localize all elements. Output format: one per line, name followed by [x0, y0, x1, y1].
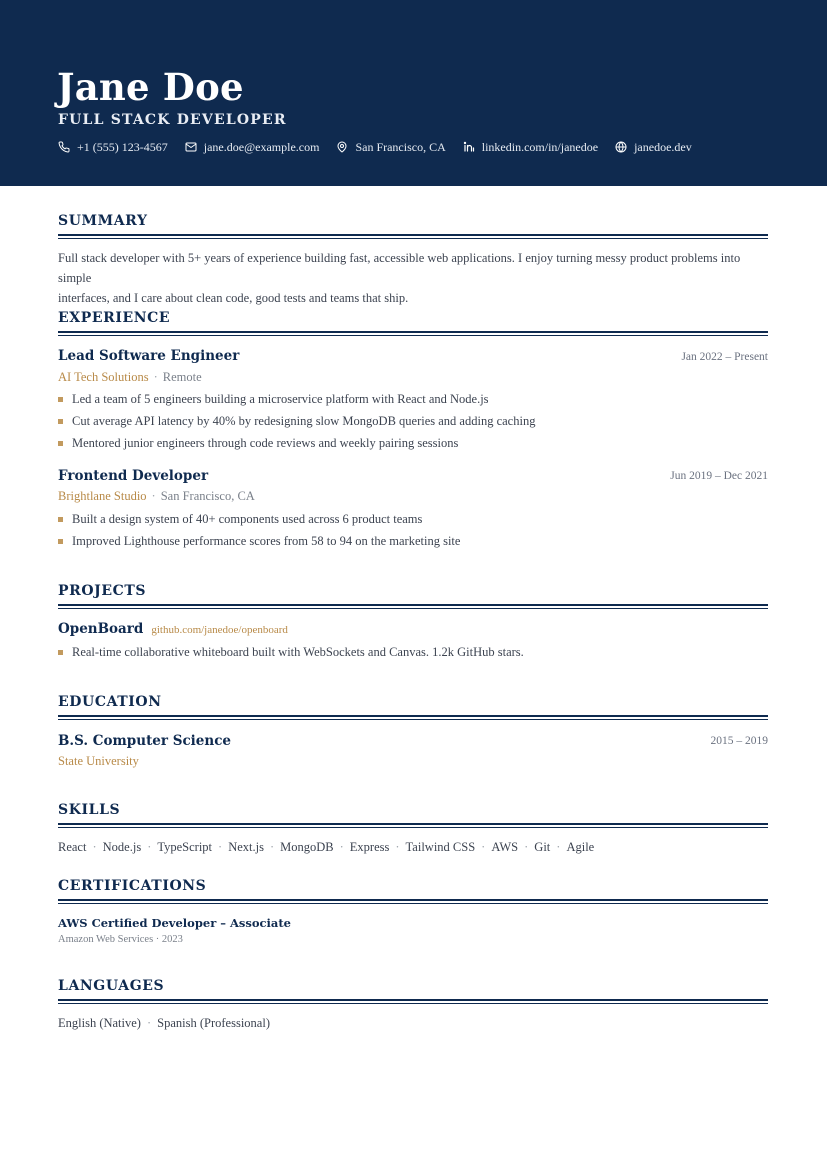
phone-icon: [58, 141, 70, 153]
list-separator: ·: [146, 1016, 152, 1030]
bullet-text: Built a design system of 40+ components used across 6 product teams: [72, 512, 423, 526]
bullet-marker: [58, 397, 63, 402]
list-separator: ·: [556, 840, 561, 854]
experience-divider: [58, 331, 768, 336]
bullet-text: Mentored junior engineers through code reviews and weekly pairing sessions: [72, 436, 459, 450]
job-title: Lead Software Engineer: [58, 348, 240, 364]
projects-heading: PROJECTS: [58, 583, 147, 599]
school-name: State University: [58, 754, 139, 768]
list-item: [58, 391, 489, 407]
meta-separator: ·: [153, 370, 158, 384]
list-separator: ·: [218, 840, 223, 854]
bullet-text: Cut average API latency by 40% by redesigning slow MongoDB queries and adding caching: [72, 414, 536, 428]
language-item: Spanish (Professional): [157, 1016, 270, 1030]
mail-icon: [185, 141, 197, 153]
summary-heading: SUMMARY: [58, 213, 148, 229]
contact-bar: [58, 138, 709, 156]
skill-item: Express: [349, 840, 390, 854]
job-dates: Jan 2022 – Present: [681, 351, 768, 363]
education-meta: [58, 753, 139, 769]
list-separator: ·: [524, 840, 529, 854]
list-item: [58, 533, 460, 549]
contact-phone-text: +1 (555) 123-4567: [77, 139, 168, 154]
list-item: [58, 413, 535, 429]
bullet-marker: [58, 441, 63, 446]
skills-list: [58, 839, 594, 855]
certification-name: AWS Certified Developer – Associate: [58, 916, 291, 930]
projects-divider: [58, 604, 768, 609]
summary-line: interfaces, and I care about clean code, good tests and teams that ship.: [58, 291, 409, 305]
summary-divider: [58, 234, 768, 239]
skill-item: Agile: [566, 840, 595, 854]
list-separator: ·: [147, 840, 152, 854]
skills-heading: SKILLS: [58, 802, 121, 818]
list-item: [58, 644, 524, 660]
skill-item: Node.js: [102, 840, 142, 854]
company-name: AI Tech Solutions: [58, 370, 149, 384]
bullet-text: Improved Lighthouse performance scores from 58 to 94 on the marketing site: [72, 534, 461, 548]
company-name: Brightlane Studio: [58, 489, 147, 503]
job-location: San Francisco, CA: [160, 489, 255, 503]
list-separator: ·: [339, 840, 344, 854]
education-heading: EDUCATION: [58, 694, 162, 710]
certification-meta: Amazon Web Services · 2023: [58, 934, 183, 945]
language-item: English (Native): [58, 1016, 141, 1030]
list-item: [58, 435, 458, 451]
bullet-marker: [58, 650, 63, 655]
languages-divider: [58, 999, 768, 1004]
contact-email[interactable]: [185, 140, 320, 155]
bullet-text: Real-time collaborative whiteboard built with WebSockets and Canvas. 1.2k GitHub stars.: [72, 645, 524, 659]
list-separator: ·: [481, 840, 486, 854]
summary-text: [58, 248, 770, 308]
contact-website[interactable]: [615, 140, 692, 155]
contact-website-text: janedoe.dev: [634, 139, 692, 154]
skill-item: AWS: [491, 840, 519, 854]
meta-separator: ·: [151, 489, 156, 503]
linkedin-icon: [463, 141, 475, 153]
project-name: OpenBoard: [58, 621, 144, 637]
bullet-marker: [58, 419, 63, 424]
contact-linkedin-text: linkedin.com/in/janedoe: [481, 139, 599, 154]
education-dates: 2015 – 2019: [710, 735, 768, 747]
skill-item: Next.js: [228, 840, 264, 854]
list-separator: ·: [92, 840, 97, 854]
contact-location: [336, 140, 445, 155]
candidate-name: Jane Doe: [57, 65, 244, 109]
skills-divider: [58, 823, 768, 828]
list-separator: ·: [395, 840, 400, 854]
project-link[interactable]: github.com/janedoe/openboard: [151, 624, 288, 636]
summary-line: Full stack developer with 5+ years of experience building fast, accessible web applications. I enjoy turning messy product problems into simple: [58, 251, 741, 285]
degree-name: B.S. Computer Science: [58, 733, 232, 749]
location-pin-icon: [336, 141, 348, 153]
project-header: [58, 621, 288, 637]
job-meta: [58, 369, 202, 385]
bullet-marker: [58, 517, 63, 522]
skill-item: Tailwind CSS: [405, 840, 476, 854]
education-divider: [58, 715, 768, 720]
globe-icon: [615, 141, 627, 153]
contact-phone[interactable]: [58, 140, 168, 155]
list-item: [58, 511, 422, 527]
skill-item: React: [58, 840, 87, 854]
certifications-heading: CERTIFICATIONS: [58, 878, 207, 894]
skill-item: Git: [534, 840, 551, 854]
skill-item: TypeScript: [157, 840, 213, 854]
contact-location-text: San Francisco, CA: [355, 139, 446, 154]
certifications-divider: [58, 899, 768, 904]
job-dates: Jun 2019 – Dec 2021: [670, 470, 768, 482]
resume-header: [0, 0, 827, 186]
bullet-marker: [58, 539, 63, 544]
list-separator: ·: [269, 840, 275, 854]
languages-heading: LANGUAGES: [58, 978, 165, 994]
job-meta: [58, 488, 255, 504]
experience-heading: EXPERIENCE: [58, 310, 171, 326]
candidate-role: FULL STACK DEVELOPER: [58, 112, 287, 128]
languages-list: [58, 1015, 270, 1031]
bullet-text: Led a team of 5 engineers building a microservice platform with React and Node.js: [72, 392, 489, 406]
skill-item: MongoDB: [280, 840, 334, 854]
job-title: Frontend Developer: [58, 468, 209, 484]
job-location: Remote: [162, 370, 202, 384]
contact-email-text: jane.doe@example.com: [203, 139, 320, 154]
contact-linkedin[interactable]: [463, 140, 598, 155]
